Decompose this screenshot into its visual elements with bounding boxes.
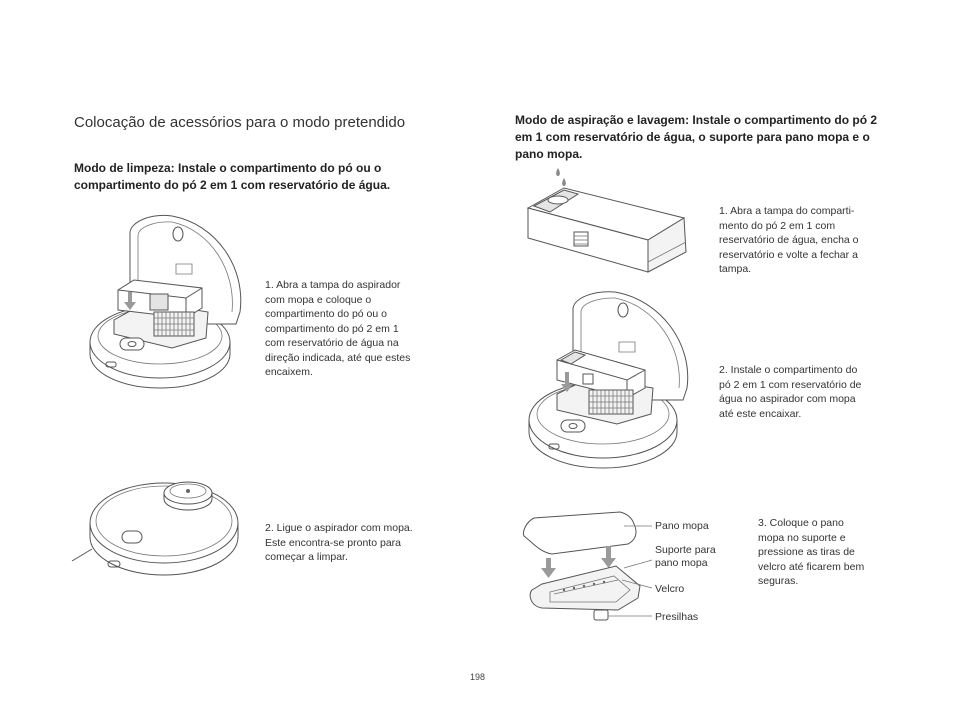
robot-open-lid-tank-illustration <box>527 290 693 466</box>
right-step-2-line: pó 2 em 1 com reservatório de <box>719 378 862 391</box>
mop-mode-heading-line: em 1 com reservatório de água, o suporte para pano mopa e o <box>515 130 870 144</box>
left-step-2-line: Este encontra-se pronto para <box>265 536 401 549</box>
right-step-1-line: reservatório de água, encha o <box>719 234 859 246</box>
cleaning-mode-heading-line: compartimento do pó 2 em 1 com reservatório de água. <box>74 178 391 192</box>
right-step-3-line: mopa no suporte e <box>758 531 846 544</box>
callout-mop-holder-line: pano mopa <box>655 557 708 569</box>
left-step-1 <box>265 278 410 380</box>
callout-mop-holder-line: Suporte para <box>655 544 716 556</box>
right-step-1-line: 1. Abra a tampa do comparti- <box>719 205 855 217</box>
left-step-1-line: 1. Abra a tampa do aspirador <box>265 279 401 291</box>
right-step-1-line: tampa. <box>719 263 752 275</box>
page-number: 198 <box>470 672 486 682</box>
cleaning-mode-heading <box>74 160 390 194</box>
right-step-2-line: água no aspirador com mopa <box>719 393 856 405</box>
right-step-3-line: 3. Coloque o pano <box>758 517 844 529</box>
section-title: Colocação de acessórios para o modo pretendido <box>74 114 406 131</box>
right-step-3-line: pressione as tiras de <box>758 546 855 558</box>
left-step-1-line: compartimento do pó ou o <box>265 308 387 320</box>
callout-velcro: Velcro <box>655 583 685 595</box>
mop-mode-heading-line: Modo de aspiração e lavagem: Instale o compartimento do pó 2 <box>515 113 878 127</box>
right-step-2-line: até este encaixar. <box>719 407 802 420</box>
left-step-2-line: começar a limpar. <box>265 551 348 563</box>
left-step-1-line: compartimento do pó 2 em 1 <box>265 322 399 335</box>
right-step-1-line: mento do pó 2 em 1 com <box>719 219 836 232</box>
robot-closed-lid-illustration <box>70 473 246 585</box>
right-step-2-line: 2. Instale o compartimento do <box>719 364 858 376</box>
right-step-3 <box>758 516 864 589</box>
right-step-3-line: velcro até ficarem bem <box>758 560 865 573</box>
right-step-1 <box>719 204 859 277</box>
left-step-2 <box>265 521 413 565</box>
left-step-1-line: com mopa e coloque o <box>265 293 372 306</box>
mop-mode-heading-line: pano mopa. <box>515 147 583 161</box>
cleaning-mode-heading-line: Modo de limpeza: Instale o compartimento do pó ou o <box>74 161 382 175</box>
right-step-3-line: seguras. <box>758 575 799 587</box>
water-tank-illustration <box>524 166 690 278</box>
mop-mode-heading <box>515 112 877 163</box>
left-step-2-line: 2. Ligue o aspirador com mopa. <box>265 522 413 534</box>
left-step-1-line: com reservatório de água na <box>265 337 399 349</box>
left-step-1-line: direção indicada, até que estes <box>265 351 411 364</box>
mop-assembly-illustration <box>520 510 655 630</box>
robot-open-lid-dustbin-illustration <box>86 212 246 388</box>
left-step-1-line: encaixem. <box>265 366 313 378</box>
right-step-1-line: reservatório e volte a fechar a <box>719 248 858 261</box>
callout-mop-cloth: Pano mopa <box>655 520 709 532</box>
callout-clips: Presilhas <box>655 611 699 623</box>
callout-mop-holder <box>655 544 716 570</box>
right-step-2 <box>719 363 861 421</box>
